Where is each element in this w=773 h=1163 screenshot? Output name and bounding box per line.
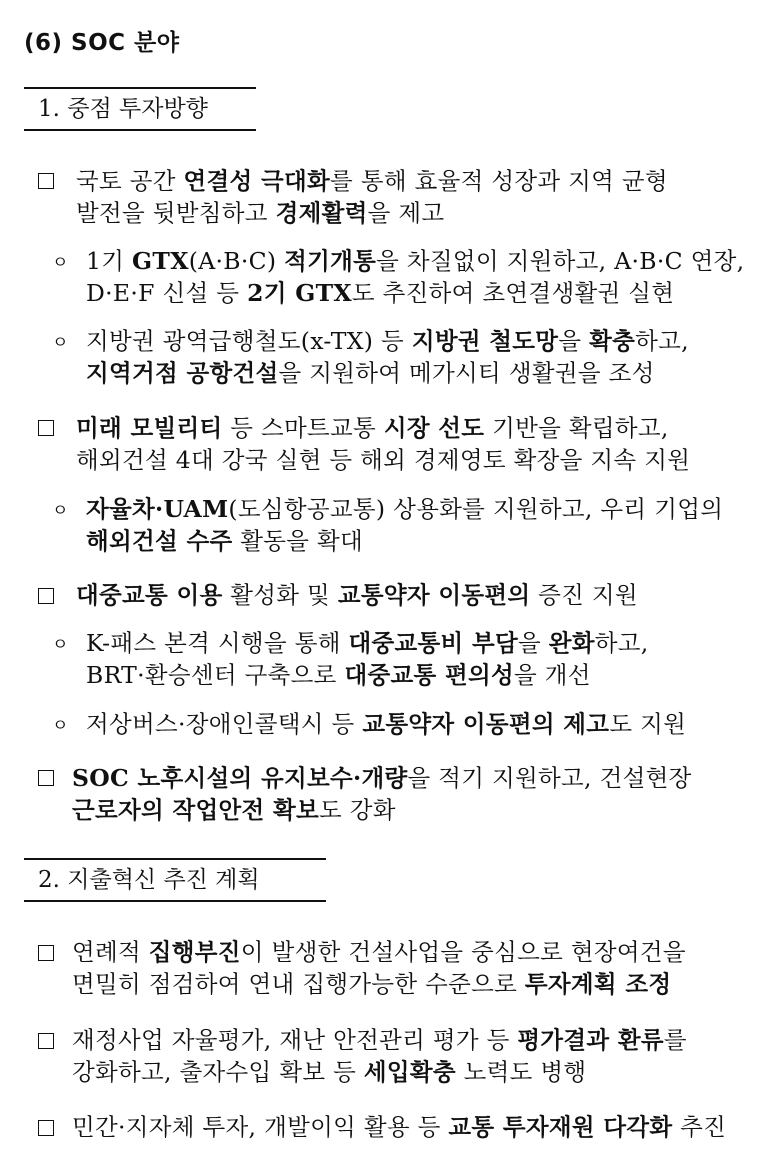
text-line: 저상버스·장애인콜택시 등 교통약자 이동편의 제고도 지원 xyxy=(86,710,687,738)
page-title: (6) SOC 분야 xyxy=(24,30,180,56)
text-line: D·E·F 신설 등 2기 GTX도 추진하여 초연결생활권 실현 xyxy=(86,279,675,307)
text-line: 연례적 집행부진이 발생한 건설사업을 중심으로 현장여건을 xyxy=(72,938,686,966)
text-line: 지역거점 공항건설을 지원하여 메가시티 생활권을 조성 xyxy=(86,359,655,387)
text-line: 국토 공간 연결성 극대화를 통해 효율적 성장과 지역 균형 xyxy=(76,167,668,195)
text-line: 미래 모빌리티 등 스마트교통 시장 선도 기반을 확립하고, xyxy=(76,414,669,442)
text-line: 자율차·UAM(도심항공교통) 상용화를 지원하고, 우리 기업의 xyxy=(86,495,724,523)
box-bullet-7 xyxy=(38,1120,54,1136)
text-line: 재정사업 자율평가, 재난 안전관리 평가 등 평가결과 환류를 xyxy=(72,1026,687,1054)
text-line: 근로자의 작업안전 확보도 강화 xyxy=(72,796,396,824)
box-bullet-4 xyxy=(38,770,54,786)
text-line: 면밀히 점검하여 연내 집행가능한 수준으로 투자계획 조정 xyxy=(72,970,672,998)
circle-bullet-3: ㅇ xyxy=(52,501,69,521)
box-bullet-2 xyxy=(38,420,54,436)
section-heading-2: 2. 지출혁신 추진 계획 xyxy=(24,858,326,902)
text-line: 해외건설 수주 활동을 확대 xyxy=(86,527,364,555)
text-line: K-패스 본격 시행을 통해 대중교통비 부담을 완화하고, xyxy=(86,629,649,657)
text-line: 발전을 뒷받침하고 경제활력을 제고 xyxy=(76,199,445,227)
box-bullet-6 xyxy=(38,1033,54,1049)
circle-bullet-5: ㅇ xyxy=(52,716,69,736)
circle-bullet-4: ㅇ xyxy=(52,635,69,655)
text-line: 해외건설 4대 강국 실현 등 해외 경제영토 확장을 지속 지원 xyxy=(76,446,691,474)
text-line: 민간·지자체 투자, 개발이익 활용 등 교통 투자재원 다각화 추진 xyxy=(72,1113,727,1141)
text-line: 강화하고, 출자수입 확보 등 세입확충 노력도 병행 xyxy=(72,1058,587,1086)
text-line: 대중교통 이용 활성화 및 교통약자 이동편의 증진 지원 xyxy=(76,581,638,609)
text-line: BRT·환승센터 구축으로 대중교통 편의성을 개선 xyxy=(86,661,591,689)
circle-bullet-2: ㅇ xyxy=(52,333,69,353)
box-bullet-3 xyxy=(38,588,54,604)
section-heading-1: 1. 중점 투자방향 xyxy=(24,87,256,131)
box-bullet-5 xyxy=(38,945,54,961)
text-line: 1기 GTX(A·B·C) 적기개통을 차질없이 지원하고, A·B·C 연장, xyxy=(86,247,745,275)
text-line: 지방권 광역급행철도(x-TX) 등 지방권 철도망을 확충하고, xyxy=(86,327,689,355)
text-line: SOC 노후시설의 유지보수·개량을 적기 지원하고, 건설현장 xyxy=(72,764,692,792)
box-bullet-1 xyxy=(38,173,54,189)
circle-bullet-1: ㅇ xyxy=(52,253,69,273)
